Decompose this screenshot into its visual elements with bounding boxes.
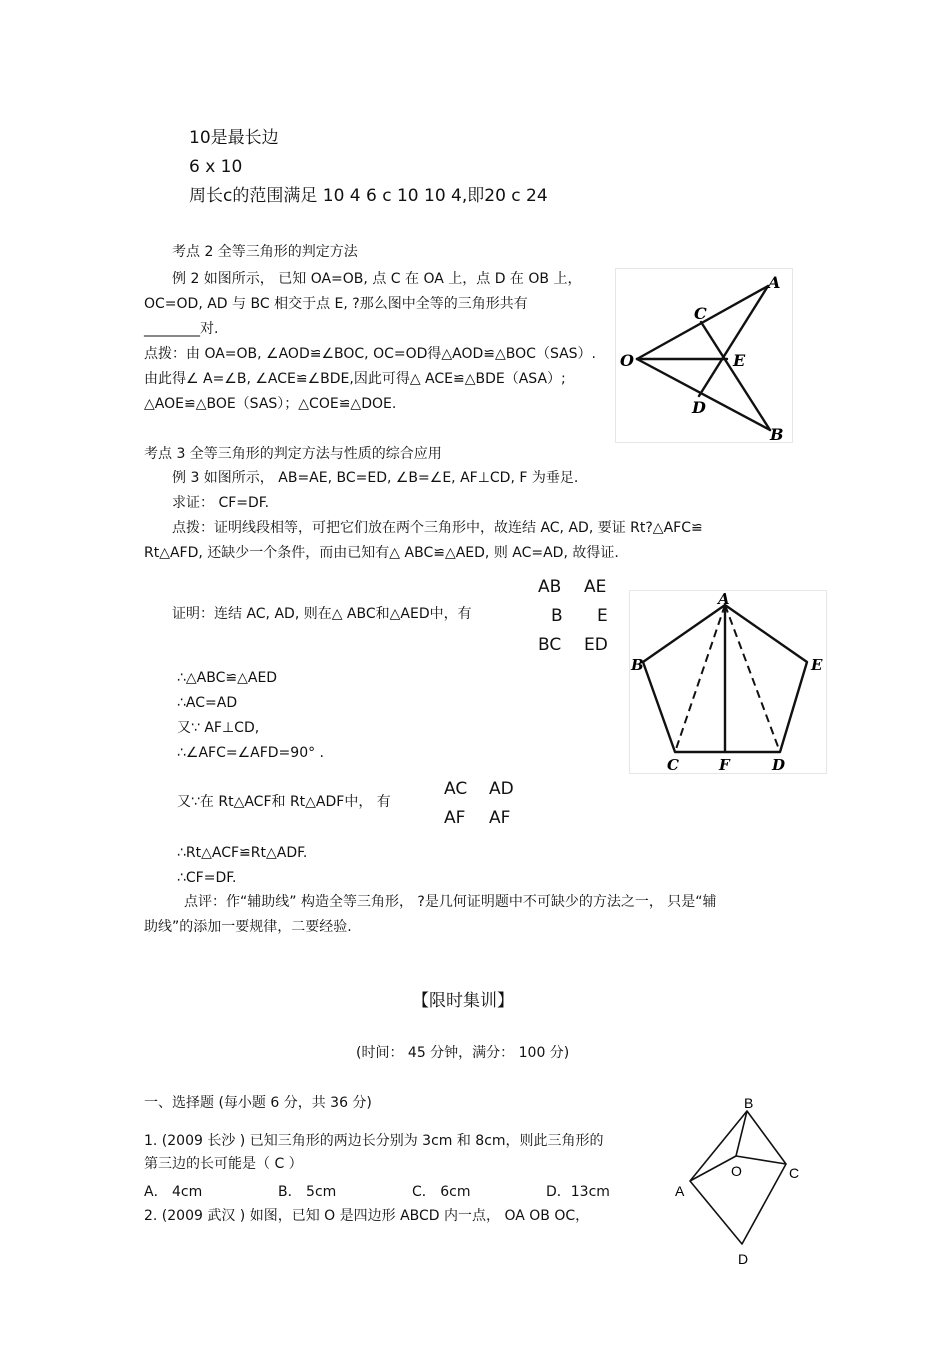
fig2-label-e: E [811, 656, 823, 674]
proof-rt-intro: 又∵在 Rt△ACF和 Rt△ADF中， 有 [177, 794, 391, 810]
fig3-label-d: D [738, 1251, 749, 1267]
q1-option-d: D．13cm [546, 1184, 610, 1200]
fig1-label-c: C [694, 304, 707, 323]
fig3-label-c: C [789, 1165, 800, 1181]
line-x-range: 6 x 10 [189, 157, 243, 177]
fig1-label-b: B [770, 425, 784, 444]
line-perimeter-range: 周长c的范围满足 10 4 6 c 10 10 4,即20 c 24 [189, 186, 548, 206]
fig3-label-b: B [744, 1095, 754, 1111]
fig2-label-d: D [772, 756, 786, 774]
q1-line1: 1. (2009 长沙 ) 已知三角形的两边长分别为 3cm 和 8cm，则此三角形的 [144, 1133, 604, 1149]
fig3-label-o: O [731, 1163, 742, 1179]
kd3-prove: 求证： CF=DF. [172, 495, 270, 511]
sys1-bc: BC [538, 635, 562, 655]
comment-line1: 点评：作“辅助线” 构造全等三角形， ?是几何证明题中不可缺少的方法之一， 只是“辅 [184, 894, 717, 910]
q2-line1: 2. (2009 武汉 ) 如图，已知 O 是四边形 ABCD 内一点， OA OB OC， [144, 1208, 590, 1224]
kd2-example-line2: OC=OD, AD 与 BC 相交于点 E, ?那么图中全等的三角形共有 [144, 296, 528, 312]
kd2-hint-line2: 由此得∠ A=∠B, ∠ACE≌∠BDE,因此可得△ ACE≌△BDE（ASA）; [144, 371, 566, 387]
sys1-b: B [551, 606, 563, 626]
kd3-hint-line2: Rt△AFD, 还缺少一个条件，而由已知有△ ABC≌△AED, 则 AC=AD, 故得证. [144, 545, 619, 561]
sys2-ac: AC [444, 779, 468, 799]
comment-line2: 助线”的添加一要规律，二要经验. [144, 919, 352, 935]
practice-title: 【限时集训】 [412, 991, 514, 1011]
q1-option-c: C． 6cm [412, 1184, 471, 1200]
figure-quadrilateral [672, 1094, 807, 1269]
kd3-proof-intro: 证明：连结 AC, AD, 则在△ ABC和△AED中，有 [172, 606, 472, 622]
kd3-heading: 考点 3 全等三角形的判定方法与性质的综合应用 [144, 446, 442, 462]
proof-step1: ∴△ABC≌△AED [177, 670, 278, 686]
q1-option-b: B． 5cm [278, 1184, 337, 1200]
kd3-hint-line1: 点拨：证明线段相等，可把它们放在两个三角形中，故连结 AC, AD, 要证 Rt?△AFC≌ [172, 520, 703, 536]
sys1-ae: AE [584, 577, 607, 597]
sys1-e: E [597, 606, 608, 626]
proof-step4: ∴∠AFC=∠AFD=90° . [177, 745, 324, 761]
sys1-ab: AB [538, 577, 562, 597]
figure-pentagon [629, 590, 829, 775]
kd2-example-line1: 例 2 如图所示， 已知 OA=OB, 点 C 在 OA 上，点 D 在 OB 上， [172, 271, 582, 287]
proof-step2: ∴AC=AD [177, 695, 238, 711]
sys2-af-left: AF [444, 808, 466, 828]
line-longest-side: 10是最长边 [189, 128, 279, 148]
fig2-label-c: C [667, 756, 679, 774]
practice-time: (时间： 45 分钟，满分： 100 分) [356, 1045, 570, 1061]
section-heading: 一、选择题 (每小题 6 分，共 36 分) [144, 1095, 372, 1111]
kd2-hint-line3: △AOE≌△BOE（SAS）；△COE≌△DOE. [144, 396, 397, 412]
proof-step6: ∴CF=DF. [177, 870, 237, 886]
proof-step3: 又∵ AF⊥CD, [177, 720, 260, 736]
q1-line2: 第三边的长可能是（ C ） [144, 1156, 303, 1172]
fig2-label-f: F [719, 756, 730, 774]
sys1-ed: ED [584, 635, 608, 655]
fig2-label-b: B [631, 656, 644, 674]
fig1-label-d: D [692, 398, 706, 417]
sys2-ad: AD [489, 779, 514, 799]
fig1-label-o: O [620, 351, 634, 370]
fig1-label-e: E [733, 351, 746, 370]
q1-option-a: A． 4cm [144, 1184, 203, 1200]
fig1-label-a: A [768, 273, 781, 292]
fig3-label-a: A [675, 1183, 685, 1199]
kd2-heading: 考点 2 全等三角形的判定方法 [172, 244, 358, 260]
kd2-hint-line1: 点拨：由 OA=OB, ∠AOD≌∠BOC, OC=OD得△AOD≌△BOC（SAS）. [144, 346, 597, 362]
kd2-example-line3: ________对. [144, 321, 219, 337]
proof-step5: ∴Rt△ACF≌Rt△ADF. [177, 845, 308, 861]
kd3-example: 例 3 如图所示， AB=AE, BC=ED, ∠B=∠E, AF⊥CD, F 为垂足. [172, 470, 579, 486]
sys2-af-right: AF [489, 808, 511, 828]
fig2-label-a: A [718, 590, 730, 608]
figure-triangles-oab [615, 268, 795, 444]
